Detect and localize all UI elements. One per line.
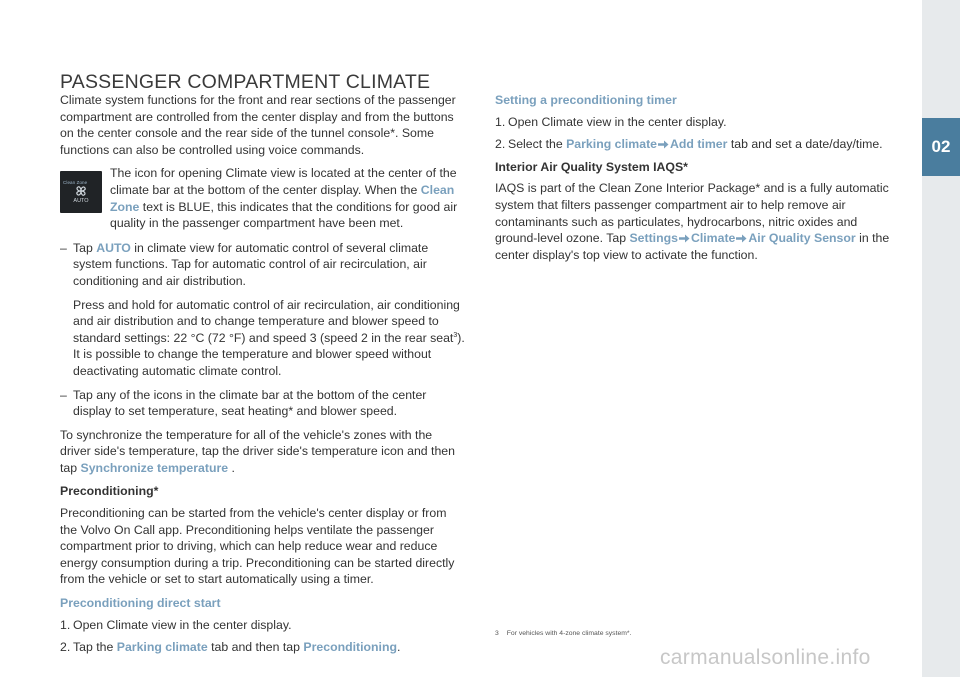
iaqs-heading: Interior Air Quality System IAQS* bbox=[495, 159, 688, 174]
preconditioning-highlight: Preconditioning bbox=[303, 640, 397, 655]
direct-start-step-2: 2. Tap the Parking climate tab and then tap Preconditioning. bbox=[60, 640, 401, 655]
icon-row bbox=[60, 165, 466, 231]
arrow-right-icon bbox=[658, 140, 669, 149]
timer-heading: Setting a preconditioning timer bbox=[495, 93, 677, 107]
side-strip-top bbox=[922, 0, 960, 118]
sync-temperature-highlight: Synchronize temperature bbox=[80, 460, 229, 475]
left-column bbox=[60, 92, 466, 662]
auto-press-hold-paragraph: Press and hold for automatic control of air recirculation, air conditioning and air distribution and to change temperature and blower speed to standard settings: 22 °C (72 °F) and speed 3 (speed 2 in the rear seat$^3$). It is possible to change the temperature and blower speed without deactivating automatic climate control. bbox=[73, 297, 465, 378]
iaqs-paragraph: IAQS is part of the Clean Zone Interior Package* and is a fully automatic system that filters passenger compartment air to help remove air contaminants such as particulates, hydrocarbons, nitric oxides and ground-level ozone. Tap Settings Climate Air Quality Sensor in the center display's top view to activate the function. bbox=[495, 181, 890, 262]
timer-step-2: 2. Select the Parking climate Add timer tab and set a date/day/time. bbox=[495, 137, 883, 152]
intro-paragraph: Climate system functions for the front and rear sections of the passenger compartment are controlled from the center display and from the buttons on the center console and the rear side of the tunnel console*. Some functions can also be controlled using voice commands. bbox=[60, 93, 456, 157]
air-quality-sensor-highlight: Air Quality Sensor bbox=[748, 231, 856, 246]
arrow-right-icon bbox=[679, 234, 690, 243]
parking-climate-highlight: Parking climate bbox=[116, 640, 208, 655]
page-title: PASSENGER COMPARTMENT CLIMATE bbox=[60, 71, 431, 94]
icon-description: The icon for opening Climate view is located at the center of the climate bar at the bottom of the center display. When the Clean Zone text is BLUE, this indicates that the conditions for good air quality in the passenger compartment have been met. bbox=[110, 166, 458, 231]
bullet-auto: – Tap AUTO in climate view for automatic control of several climate system functions. Tap for automatic control of air recirculation, air conditioning and air distribution. bbox=[60, 240, 429, 288]
bullet-climate-bar: – Tap any of the icons in the climate bar at the bottom of the center display to set temperature, seat heating* and blower speed. bbox=[60, 387, 427, 419]
right-column bbox=[495, 92, 901, 270]
direct-start-heading: Preconditioning direct start bbox=[60, 596, 221, 611]
settings-highlight: Settings bbox=[629, 231, 678, 246]
preconditioning-paragraph: Preconditioning can be started from the vehicle's center display or from the Volvo On Call app. Preconditioning helps ventilate the passenger compartment prior to driving, which can help reduce wear and reduce energy consumption during a trip. Preconditioning can be started directly from the vehicle or set to start automatically using a timer. bbox=[60, 506, 455, 587]
timer-step-1: 1. Open Climate view in the center display. bbox=[495, 114, 727, 129]
section-tab[interactable]: 02 bbox=[922, 118, 960, 176]
footnote-ref: 3 bbox=[453, 331, 458, 339]
clean-zone-highlight: Clean Zone bbox=[110, 182, 455, 214]
side-strip bbox=[922, 176, 960, 677]
parking-climate-highlight: Parking climate bbox=[566, 137, 658, 152]
auto-label: AUTO bbox=[73, 197, 89, 204]
footnote: 3 For vehicles with 4-zone climate system*. bbox=[495, 630, 632, 637]
clean-zone-label: Clean Zone bbox=[63, 180, 88, 186]
auto-highlight: AUTO bbox=[96, 240, 131, 255]
preconditioning-heading: Preconditioning* bbox=[60, 484, 159, 499]
sync-paragraph: To synchronize the temperature for all of the vehicle's zones with the driver side's temperature, tap the driver side's temperature icon and then tap Synchronize temperature . bbox=[60, 427, 455, 475]
direct-start-step-1: 1. Open Climate view in the center display. bbox=[60, 617, 292, 632]
watermark: carmanualsonline.info bbox=[660, 646, 871, 669]
add-timer-highlight: Add timer bbox=[670, 137, 728, 152]
climate-view-icon bbox=[60, 171, 102, 213]
climate-highlight: Climate bbox=[690, 231, 736, 246]
arrow-right-icon bbox=[736, 234, 747, 243]
